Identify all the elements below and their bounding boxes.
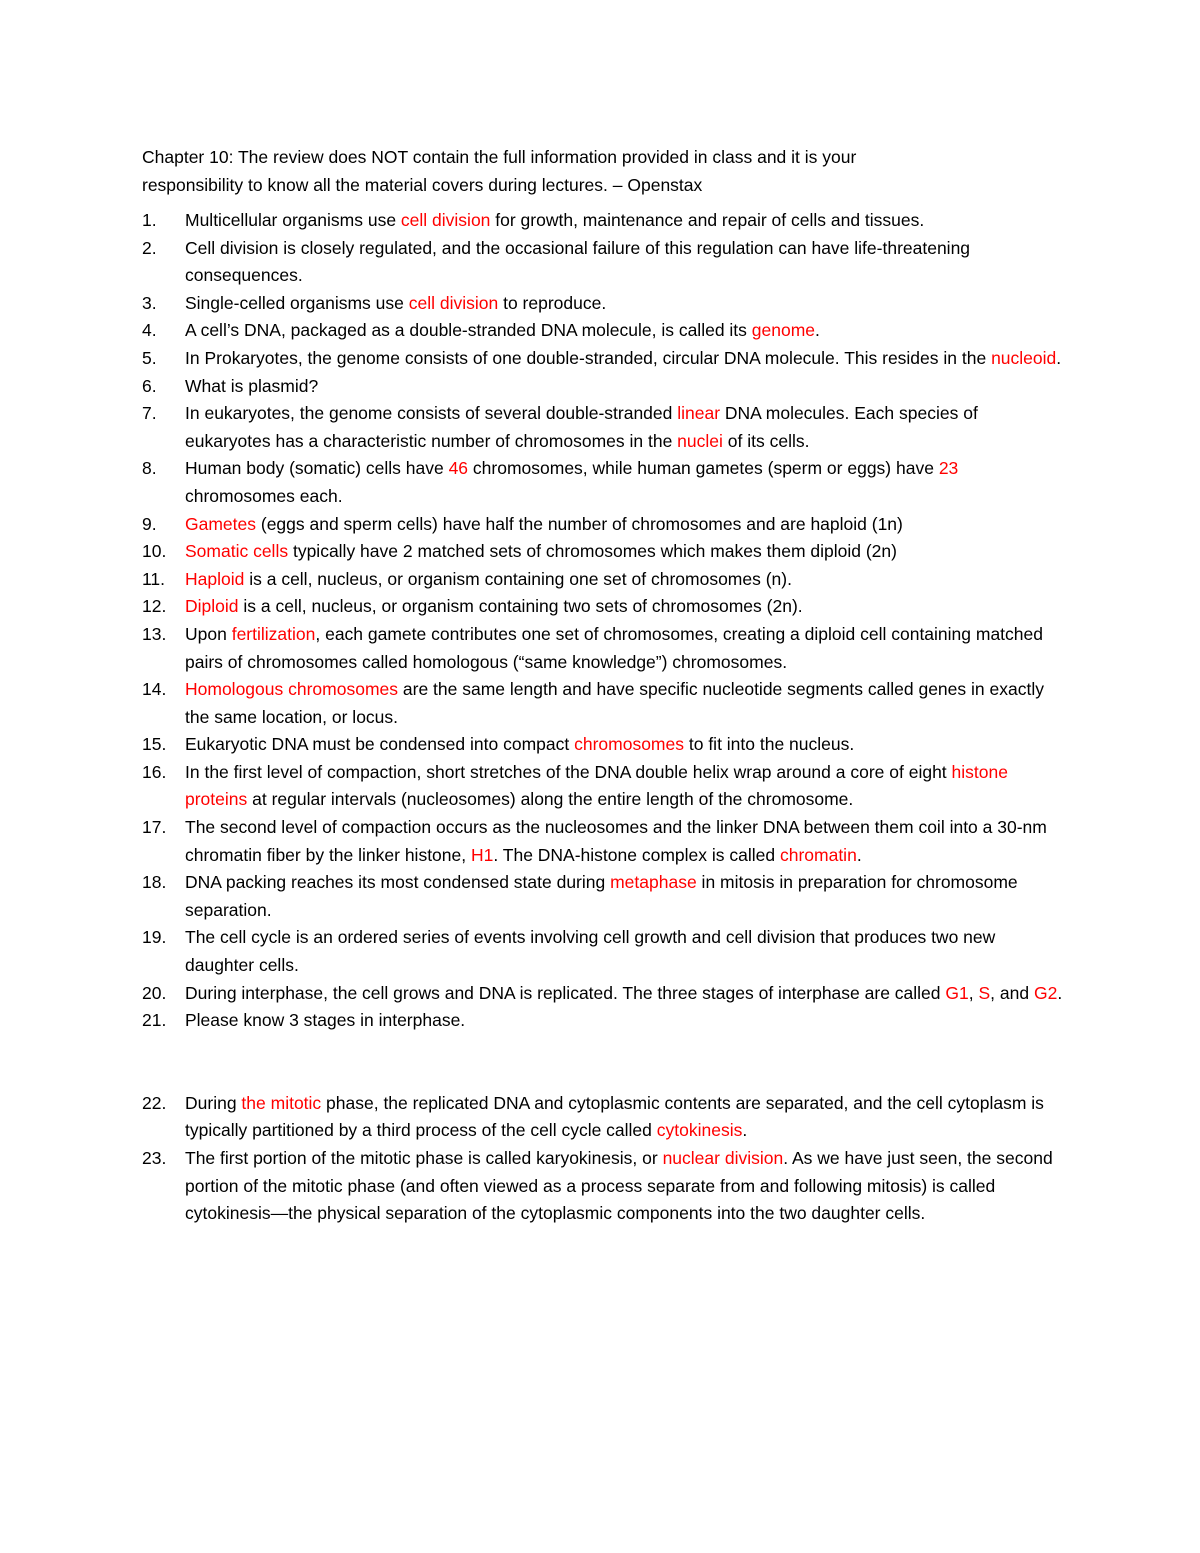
- list-item: [142, 731, 1067, 759]
- list-item: [142, 290, 1067, 318]
- highlighted-term: chromatin: [779, 844, 857, 865]
- list-item: [142, 235, 1067, 290]
- chapter-intro-line-2: responsibility to know all the material covers during lectures. – Openstax: [142, 175, 703, 195]
- list-item: [142, 759, 1067, 814]
- text-segment: for growth, maintenance and repair of cells and tissues.: [490, 210, 925, 230]
- text-segment: ,: [968, 982, 979, 1003]
- text-segment: .: [815, 320, 820, 341]
- text-segment: A cell’s DNA, packaged as a double-stranded DNA molecule, is called its: [185, 320, 752, 341]
- list-item-text: [185, 624, 1043, 672]
- list-item: [142, 538, 1067, 566]
- text-segment: Cell division is closely regulated, and the occasional failure of this regulation can have life-threatening consequences.: [185, 237, 971, 286]
- text-segment: Single-celled organisms use: [185, 292, 409, 313]
- list-item-number: 6.: [142, 375, 157, 396]
- text-segment: chromosomes, while human gametes (sperm or eggs) have: [468, 458, 939, 479]
- text-segment: Please know 3 stages in interphase.: [185, 1010, 466, 1031]
- list-item: [142, 1090, 1067, 1145]
- text-segment: During: [185, 1092, 242, 1113]
- highlighted-term: G2: [1033, 982, 1058, 1003]
- review-list: [142, 207, 1067, 1228]
- list-item: [142, 511, 1067, 539]
- list-item-number: 21.: [142, 1010, 167, 1031]
- text-segment: , each gamete contributes one set of chromosomes, creating a diploid cell containing matched pairs of chromosomes called homologous (“same knowledge”) chromosomes.: [185, 623, 1043, 672]
- highlighted-term: linear: [677, 403, 721, 424]
- list-item-text: [185, 817, 1047, 865]
- list-spacer: [142, 1035, 1067, 1090]
- list-item-number: 11.: [142, 568, 166, 589]
- list-item-text: [185, 210, 924, 230]
- list-item: [142, 814, 1067, 869]
- highlighted-term: histone proteins: [185, 761, 1008, 810]
- list-item-text: [185, 1093, 1044, 1141]
- text-segment: is a cell, nucleus, or organism containing one set of chromosomes (n).: [244, 568, 792, 589]
- text-segment: typically have 2 matched sets of chromosomes which makes them diploid (2n): [288, 541, 897, 562]
- highlighted-term: Gametes: [185, 513, 256, 534]
- text-segment: to reproduce.: [498, 292, 607, 313]
- text-segment: DNA molecules. Each species of eukaryotes has a characteristic number of chromosomes in the: [185, 403, 978, 451]
- list-item: [142, 373, 1067, 401]
- highlighted-term: Diploid: [185, 596, 239, 617]
- list-item-number: 1.: [142, 210, 157, 230]
- list-item-number: 7.: [142, 403, 157, 424]
- highlighted-term: G1: [945, 982, 969, 1003]
- text-segment: Human body (somatic) cells have: [185, 458, 449, 479]
- text-segment: at regular intervals (nucleosomes) along the entire length of the chromosome.: [247, 789, 854, 810]
- chapter-intro-line-1: Chapter 10: The review does NOT contain the full information provided in class and it is your: [142, 147, 857, 167]
- list-item-text: [185, 872, 1018, 920]
- list-item-text: [185, 320, 820, 340]
- text-segment: is a cell, nucleus, or organism containing two sets of chromosomes (2n).: [238, 596, 803, 617]
- list-item: [142, 1007, 1067, 1035]
- text-segment: The first portion of the mitotic phase is called karyokinesis, or: [185, 1148, 663, 1168]
- text-segment: , and: [990, 982, 1034, 1003]
- highlighted-term: fertilization: [231, 623, 316, 644]
- list-item-number: 10.: [142, 541, 167, 562]
- highlighted-term: genome: [751, 320, 816, 341]
- list-item-number: 19.: [142, 927, 167, 948]
- list-item-text: [185, 238, 970, 286]
- list-item-text: [185, 679, 1044, 727]
- list-item: [142, 566, 1067, 594]
- highlighted-term: cytokinesis: [656, 1120, 743, 1141]
- text-segment: In the first level of compaction, short stretches of the DNA double helix wrap around a core of eight: [185, 761, 952, 782]
- highlighted-term: Homologous chromosomes: [185, 679, 399, 700]
- list-item: [142, 400, 1067, 455]
- list-item: [142, 676, 1067, 731]
- text-segment: During interphase, the cell grows and DNA is replicated. The three stages of interphase are called: [185, 982, 946, 1003]
- highlighted-term: Somatic cells: [185, 541, 289, 562]
- text-segment: Multicellular organisms use: [185, 210, 401, 230]
- list-item: [142, 593, 1067, 621]
- highlighted-term: the mitotic: [241, 1092, 322, 1113]
- text-segment: (eggs and sperm cells) have half the number of chromosomes and are haploid (1n): [256, 513, 903, 534]
- list-item-text: [185, 762, 1008, 810]
- list-item-number: 22.: [142, 1092, 167, 1113]
- document-page: [142, 143, 1067, 1228]
- list-item-number: 12.: [142, 596, 167, 617]
- list-item-number: 15.: [142, 734, 167, 755]
- list-item-text: [185, 348, 1061, 368]
- highlighted-term: 46: [448, 458, 469, 479]
- highlighted-term: 23: [938, 458, 959, 479]
- list-item-text: [185, 927, 995, 975]
- highlighted-term: Haploid: [185, 568, 245, 589]
- text-segment: Eukaryotic DNA must be condensed into compact: [185, 734, 575, 755]
- highlighted-term: S: [978, 982, 991, 1003]
- list-item-number: 14.: [142, 679, 167, 700]
- text-segment: What is plasmid?: [185, 375, 319, 396]
- list-item: [142, 455, 1067, 510]
- text-segment: DNA packing reaches its most condensed state during: [185, 872, 611, 893]
- list-item-text: [185, 734, 854, 754]
- list-item-number: 9.: [142, 513, 157, 534]
- highlighted-term: H1: [470, 844, 494, 865]
- text-segment: In Prokaryotes, the genome consists of one double-stranded, circular DNA molecule. This resides in the: [185, 347, 992, 368]
- text-segment: . The DNA-histone complex is called: [493, 844, 780, 865]
- list-item: [142, 345, 1067, 373]
- list-item: [142, 869, 1067, 924]
- list-item-number: 23.: [142, 1148, 167, 1168]
- highlighted-term: cell division: [400, 210, 491, 230]
- list-item-number: 13.: [142, 623, 167, 644]
- text-segment: chromosomes each.: [185, 485, 343, 506]
- list-item-text: [185, 514, 903, 534]
- list-item-number: 8.: [142, 458, 157, 479]
- list-item-text: [185, 403, 978, 451]
- list-item-text: [185, 541, 897, 561]
- list-item-text: [185, 983, 1062, 1003]
- text-segment: .: [1057, 982, 1063, 1003]
- list-item-text: [185, 596, 803, 616]
- list-item-number: 3.: [142, 292, 157, 313]
- list-item-number: 18.: [142, 872, 167, 893]
- highlighted-term: nucleoid: [991, 347, 1057, 368]
- list-item: [142, 317, 1067, 345]
- text-segment: in mitosis in preparation for chromosome separation.: [185, 872, 1018, 920]
- text-segment: The cell cycle is an ordered series of events involving cell growth and cell division that produces two new daughter cells.: [185, 927, 996, 976]
- text-segment: .: [1056, 347, 1062, 368]
- list-item-text: [185, 1010, 465, 1030]
- list-item-text: [185, 293, 606, 313]
- text-segment: of its cells.: [722, 430, 810, 451]
- highlighted-term: nuclear division: [662, 1148, 784, 1168]
- list-item-text: [185, 569, 792, 589]
- list-item: [142, 207, 1067, 235]
- text-segment: phase, the replicated DNA and cytoplasmic contents are separated, and the cell cytoplasm is typically partitioned by a third process of the cell cycle called: [185, 1092, 1044, 1141]
- text-segment: Upon: [185, 623, 232, 644]
- list-item-number: 5.: [142, 347, 157, 368]
- list-item-text: [185, 458, 958, 506]
- text-segment: are the same length and have specific nucleotide segments called genes in exactly the same location, or locus.: [185, 679, 1044, 727]
- highlighted-term: metaphase: [610, 872, 697, 893]
- text-segment: In eukaryotes, the genome consists of several double-stranded: [185, 403, 678, 424]
- highlighted-term: chromosomes: [574, 734, 684, 755]
- list-item: [142, 924, 1067, 979]
- chapter-intro: [142, 143, 1067, 199]
- list-item-text: [185, 376, 318, 396]
- text-segment: to fit into the nucleus.: [684, 734, 855, 755]
- list-item: [142, 621, 1067, 676]
- list-item-number: 16.: [142, 761, 167, 782]
- list-item-number: 2.: [142, 237, 157, 258]
- list-item: [142, 1145, 1067, 1228]
- text-segment: The second level of compaction occurs as the nucleosomes and the linker DNA between them coil into a 30-nm chromatin fiber by the linker histone,: [185, 817, 1047, 865]
- highlighted-term: cell division: [408, 292, 499, 313]
- text-segment: .: [856, 844, 862, 865]
- highlighted-term: nuclei: [677, 430, 723, 451]
- list-item-number: 20.: [142, 982, 167, 1003]
- text-segment: . As we have just seen, the second portion of the mitotic phase (and often viewed as a process separate from and following mitosis) is called cytokinesis—the physical separation of the cytoplasmic components into the two daughter cells.: [185, 1148, 1053, 1224]
- list-item-number: 4.: [142, 320, 157, 341]
- list-item: [142, 980, 1067, 1008]
- text-segment: .: [742, 1120, 748, 1141]
- list-item-number: 17.: [142, 817, 167, 838]
- list-item-text: [185, 1148, 1053, 1223]
